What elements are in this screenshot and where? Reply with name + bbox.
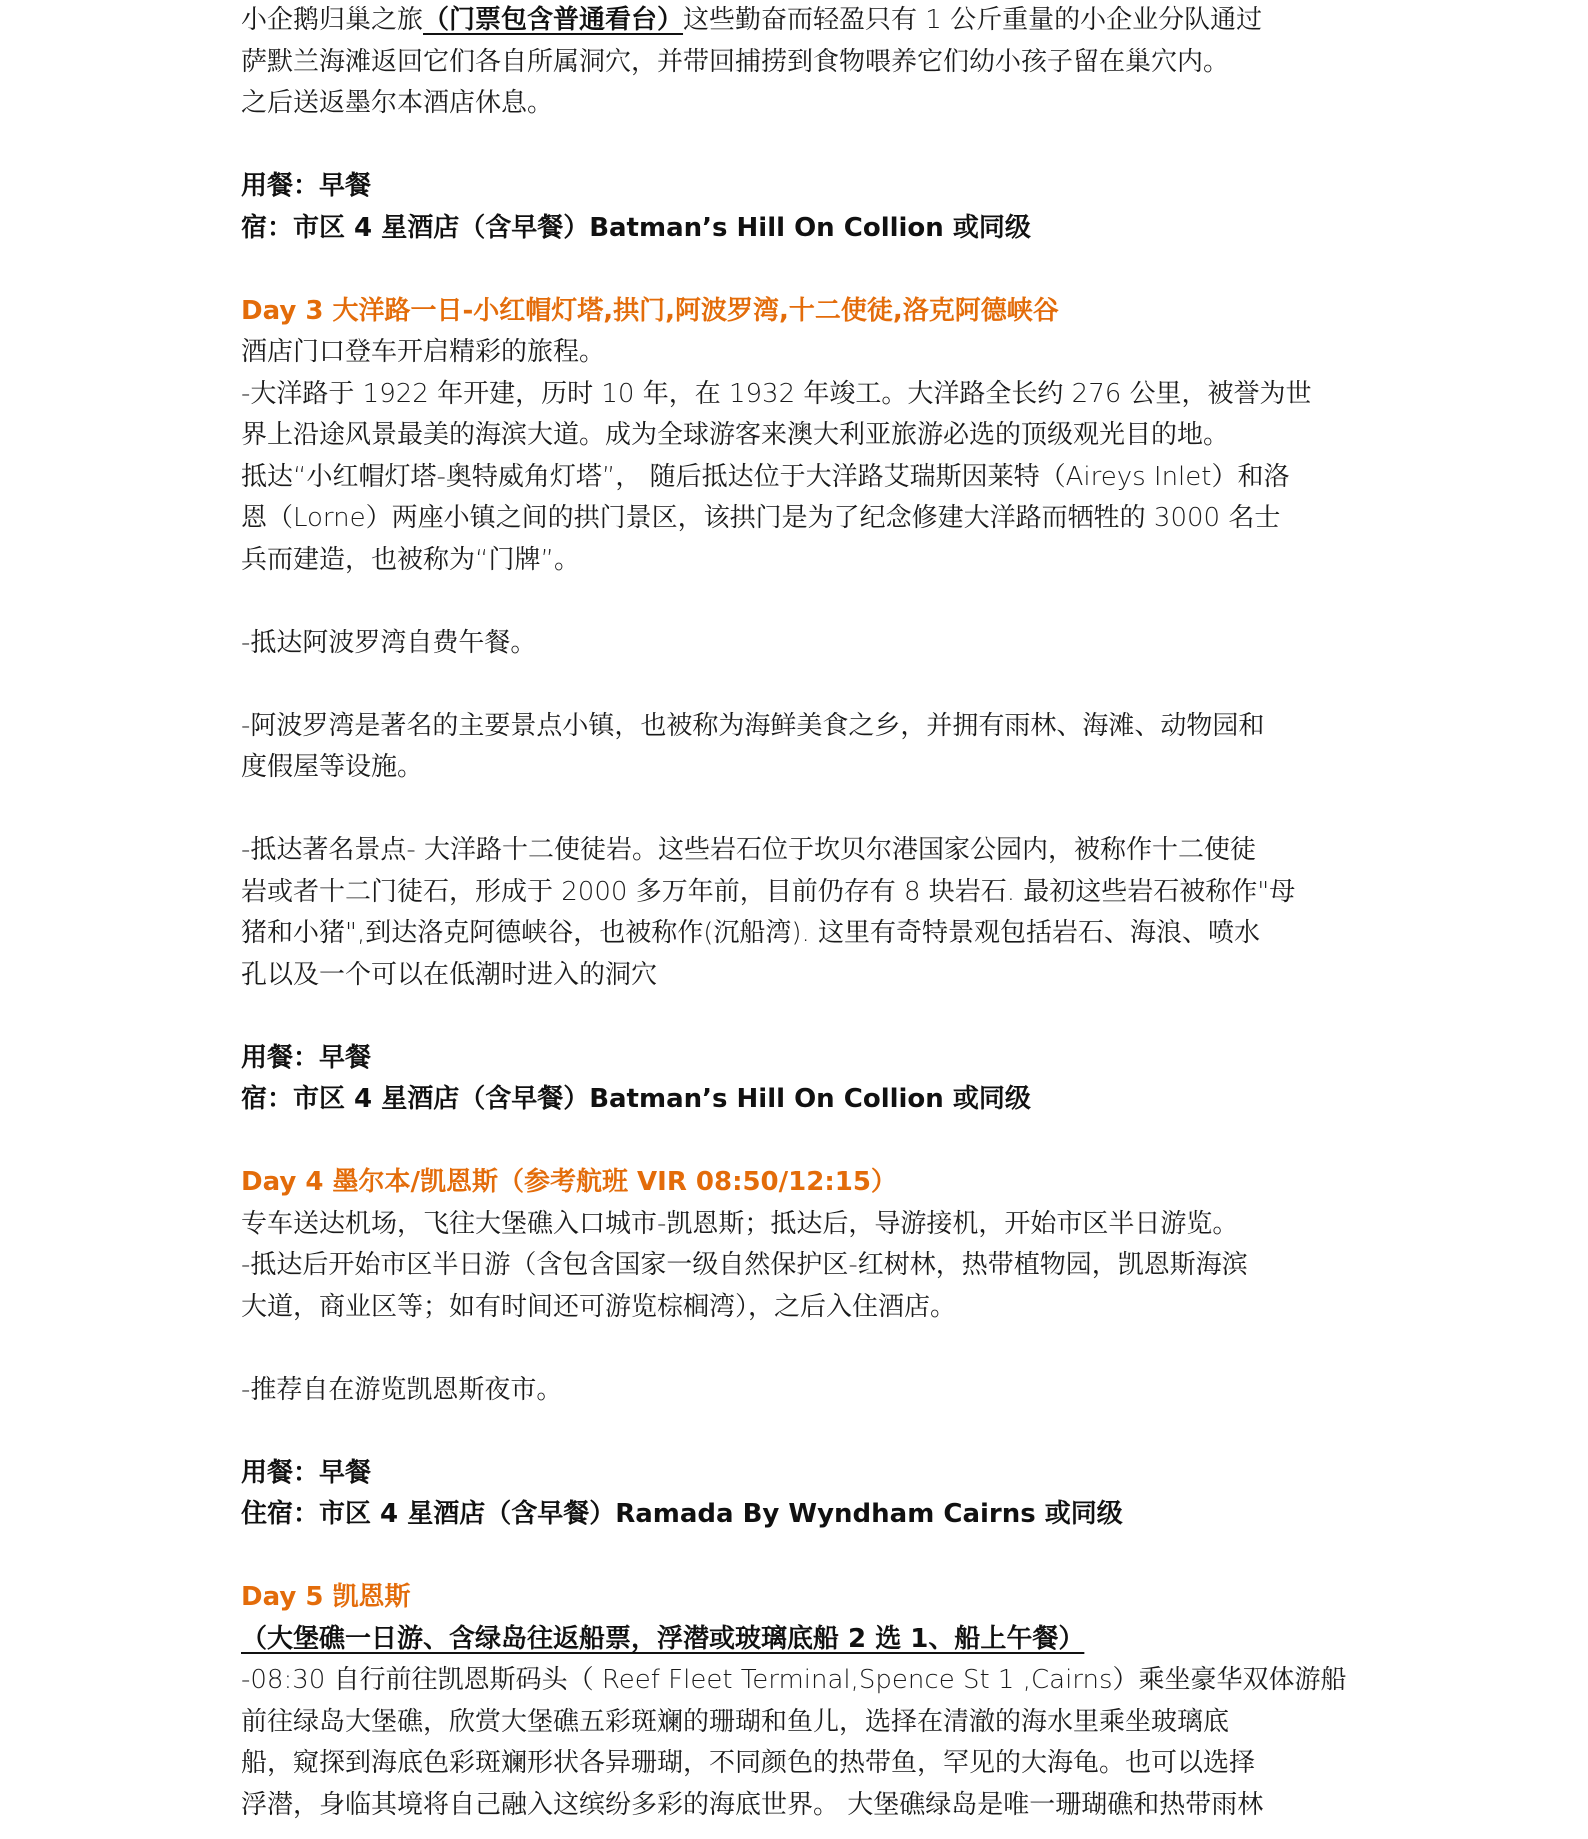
day3-meal: 用餐：早餐	[241, 1042, 372, 1073]
day3-arch-2: 恩（Lorne）两座小镇之间的拱门景区，该拱门是为了纪念修建大洋路而牺牲的 3000 名士	[241, 503, 1281, 533]
day4-tour-2: 大道，商业区等；如有时间还可游览棕榈湾），之后入住酒店。	[241, 1291, 957, 1322]
day4-stay: 住宿：市区 4 星酒店（含早餐）Ramada By Wyndham Cairns 或同级	[241, 1499, 1123, 1529]
day4-transfer: 专车送达机场，飞往大堡礁入口城市-凯恩斯；抵达后，导游接机，开始市区半日游览。	[241, 1208, 1239, 1239]
day3-arch-3: 兵而建造，也被称为“门牌”。	[241, 544, 580, 575]
intro-line-3: 之后送返墨尔本酒店休息。	[241, 88, 554, 118]
day3-title: Day 3 大洋路一日-小红帽灯塔,拱门,阿波罗湾,十二使徒,洛克阿德峡谷	[241, 295, 1059, 326]
day3-lunch: -抵达阿波罗湾自费午餐。	[241, 627, 537, 658]
day3-arch-1: 抵达“小红帽灯塔-奥特威角灯塔”， 随后抵达位于大洋路艾瑞斯因莱特（Aireys Inlet）和洛	[241, 461, 1290, 492]
intro-text-cont: 这些勤奋而轻盈只有 1 公斤重量的小企业分队通过	[683, 5, 1263, 35]
day3-apostles-3: 猪和小猪",到达洛克阿德峡谷，也被称作(沉船湾). 这里有奇特景观包括岩石、海浪、喷水	[241, 918, 1261, 948]
day5-desc-2: 前往绿岛大堡礁，欣赏大堡礁五彩斑斓的珊瑚和鱼儿，选择在清澈的海水里乘坐玻璃底	[241, 1706, 1230, 1737]
itinerary-document	[241, 0, 1351, 1826]
ticket-note: （门票包含普通看台）	[423, 5, 684, 35]
day3-history-2: 界上沿途风景最美的海滨大道。成为全球游客来澳大利亚旅游必选的顶级观光目的地。	[241, 420, 1230, 450]
day3-apostles-2: 岩或者十二门徒石，形成于 2000 多万年前，目前仍存有 8 块岩石. 最初这些岩石被称作"母	[241, 876, 1296, 907]
day3-history-1: -大洋路于 1922 年开建，历时 10 年，在 1932 年竣工。大洋路全长约 276 公里，被誉为世	[241, 378, 1312, 409]
intro-line-1	[241, 0, 1351, 42]
day4-tour-1: -抵达后开始市区半日游（含包含国家一级自然保护区-红树林，热带植物园，凯恩斯海滨	[241, 1250, 1248, 1280]
day5-title: Day 5 凯恩斯	[241, 1582, 411, 1612]
intro-text: 小企鹅归巢之旅	[241, 5, 424, 35]
day3-depart: 酒店门口登车开启精彩的旅程。	[241, 337, 606, 367]
day5-desc-4: 浮潜，身临其境将自己融入这缤纷多彩的海底世界。 大堡礁绿岛是唯一珊瑚礁和热带雨林	[241, 1789, 1264, 1820]
day5-desc-3: 船，窥探到海底色彩斑斓形状各异珊瑚，不同颜色的热带鱼，罕见的大海龟。也可以选择	[241, 1748, 1256, 1778]
day4-meal: 用餐：早餐	[241, 1457, 372, 1488]
day3-apostles-1: -抵达著名景点- 大洋路十二使徒岩。这些岩石位于坎贝尔港国家公园内，被称作十二使徒	[241, 835, 1257, 865]
day2-stay: 宿：市区 4 星酒店（含早餐）Batman’s Hill On Collion 或同级	[241, 212, 1031, 243]
day2-meal: 用餐：早餐	[241, 171, 372, 201]
intro-line-2: 萨默兰海滩返回它们各自所属洞穴，并带回捕捞到食物喂养它们幼小孩子留在巢穴内。	[241, 46, 1230, 77]
day3-stay: 宿：市区 4 星酒店（含早餐）Batman’s Hill On Collion 或同级	[241, 1084, 1031, 1114]
day3-apostles-4: 孔以及一个可以在低潮时进入的洞穴	[241, 959, 658, 990]
day3-apollo-1: -阿波罗湾是著名的主要景点小镇，也被称为海鲜美食之乡，并拥有雨林、海滩、动物园和	[241, 710, 1265, 741]
day5-subtitle: （大堡礁一日游、含绿岛往返船票，浮潜或玻璃底船 2 选 1、船上午餐）	[241, 1623, 1085, 1654]
day4-title: Day 4 墨尔本/凯恩斯（参考航班 VIR 08:50/12:15）	[241, 1167, 897, 1197]
day5-desc-1: -08:30 自行前往凯恩斯码头（ Reef Fleet Terminal,Spence St 1 ,Cairns）乘坐豪华双体游船	[241, 1665, 1347, 1695]
day3-apollo-2: 度假屋等设施。	[241, 752, 424, 782]
day4-night: -推荐自在游览凯恩斯夜市。	[241, 1374, 563, 1405]
